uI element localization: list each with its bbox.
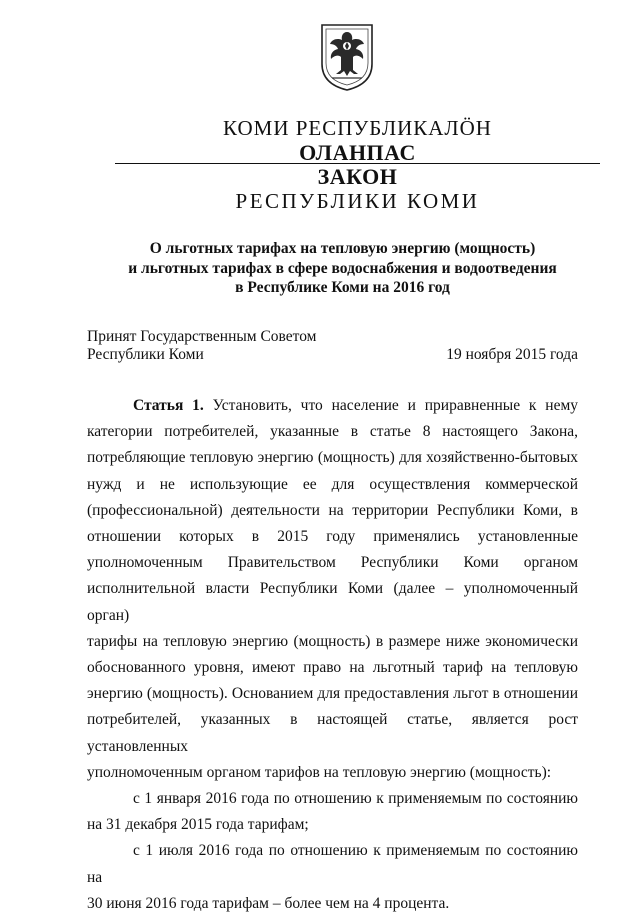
article-line: потребителей, указанных в настоящей статье, является рост установленных [87,711,578,755]
article-line: (профессиональной) деятельности на территории Республики Коми, в [87,501,578,519]
article-line: нужд и не использующие ее для осуществления коммерческой [87,475,578,493]
article-line: отношении которых в 2015 году применялись установленные [87,528,578,546]
olanpas-heading: ОЛАНПАС [299,140,416,165]
article-line: исполнительной власти Республики Коми (далее – уполномоченный орган) [87,580,578,624]
republic-heading: РЕСПУБЛИКИ КОМИ [235,189,480,213]
article-line: энергию (мощность). Основанием для предоставления льгот в отношении [87,685,578,703]
adoption-line: Принят Государственным Советом [87,328,317,345]
zakon-heading: ЗАКОН [317,164,398,189]
komi-language-heading: КОМИ РЕСПУБЛИКАЛÖН [223,116,492,140]
item-line: 30 июня 2016 года тарифам – более чем на 4 процента. [87,894,450,912]
article-line: потребляющие тепловую энергию (мощность) для хозяйственно-бытовых [87,449,578,467]
article-body [87,393,578,917]
item-line: с 1 июля 2016 года по отношению к применяемым по состоянию на [87,842,578,886]
article-label: Статья 1. [133,397,204,414]
list-item [87,838,578,917]
law-title-line: и льготных тарифах в сфере водоснабжения и водоотведения [128,259,557,277]
adoption-line: Республики Коми [87,346,204,363]
article-line: уполномоченным органом тарифов на тепловую энергию (мощность): [87,763,552,781]
law-title-line: в Республике Коми на 2016 год [235,279,450,296]
law-title-line: О льготных тарифах на тепловую энергию (мощность) [149,240,536,257]
law-title [100,239,585,298]
article-line: обоснованного уровня, имеют право на льготный тариф на тепловую [87,659,578,677]
article-1 [87,393,578,786]
article-line: тарифы на тепловую энергию (мощность) в размере ниже экономически [87,632,578,650]
article-line: Статья 1. Установить, что население и приравненные к нему [133,397,579,414]
item-line: с 1 января 2016 года по отношению к применяемым по состоянию [133,790,578,808]
adoption-date: 19 ноября 2015 года [446,346,578,363]
article-line: категории потребителей, указанные в статье 8 настоящего Закона, [87,423,578,441]
coat-of-arms-emblem [318,22,376,92]
item-line: на 31 декабря 2015 года тарифам; [87,816,309,834]
list-item [87,786,578,838]
article-line: уполномоченным Правительством Республики Коми органом [87,554,578,572]
